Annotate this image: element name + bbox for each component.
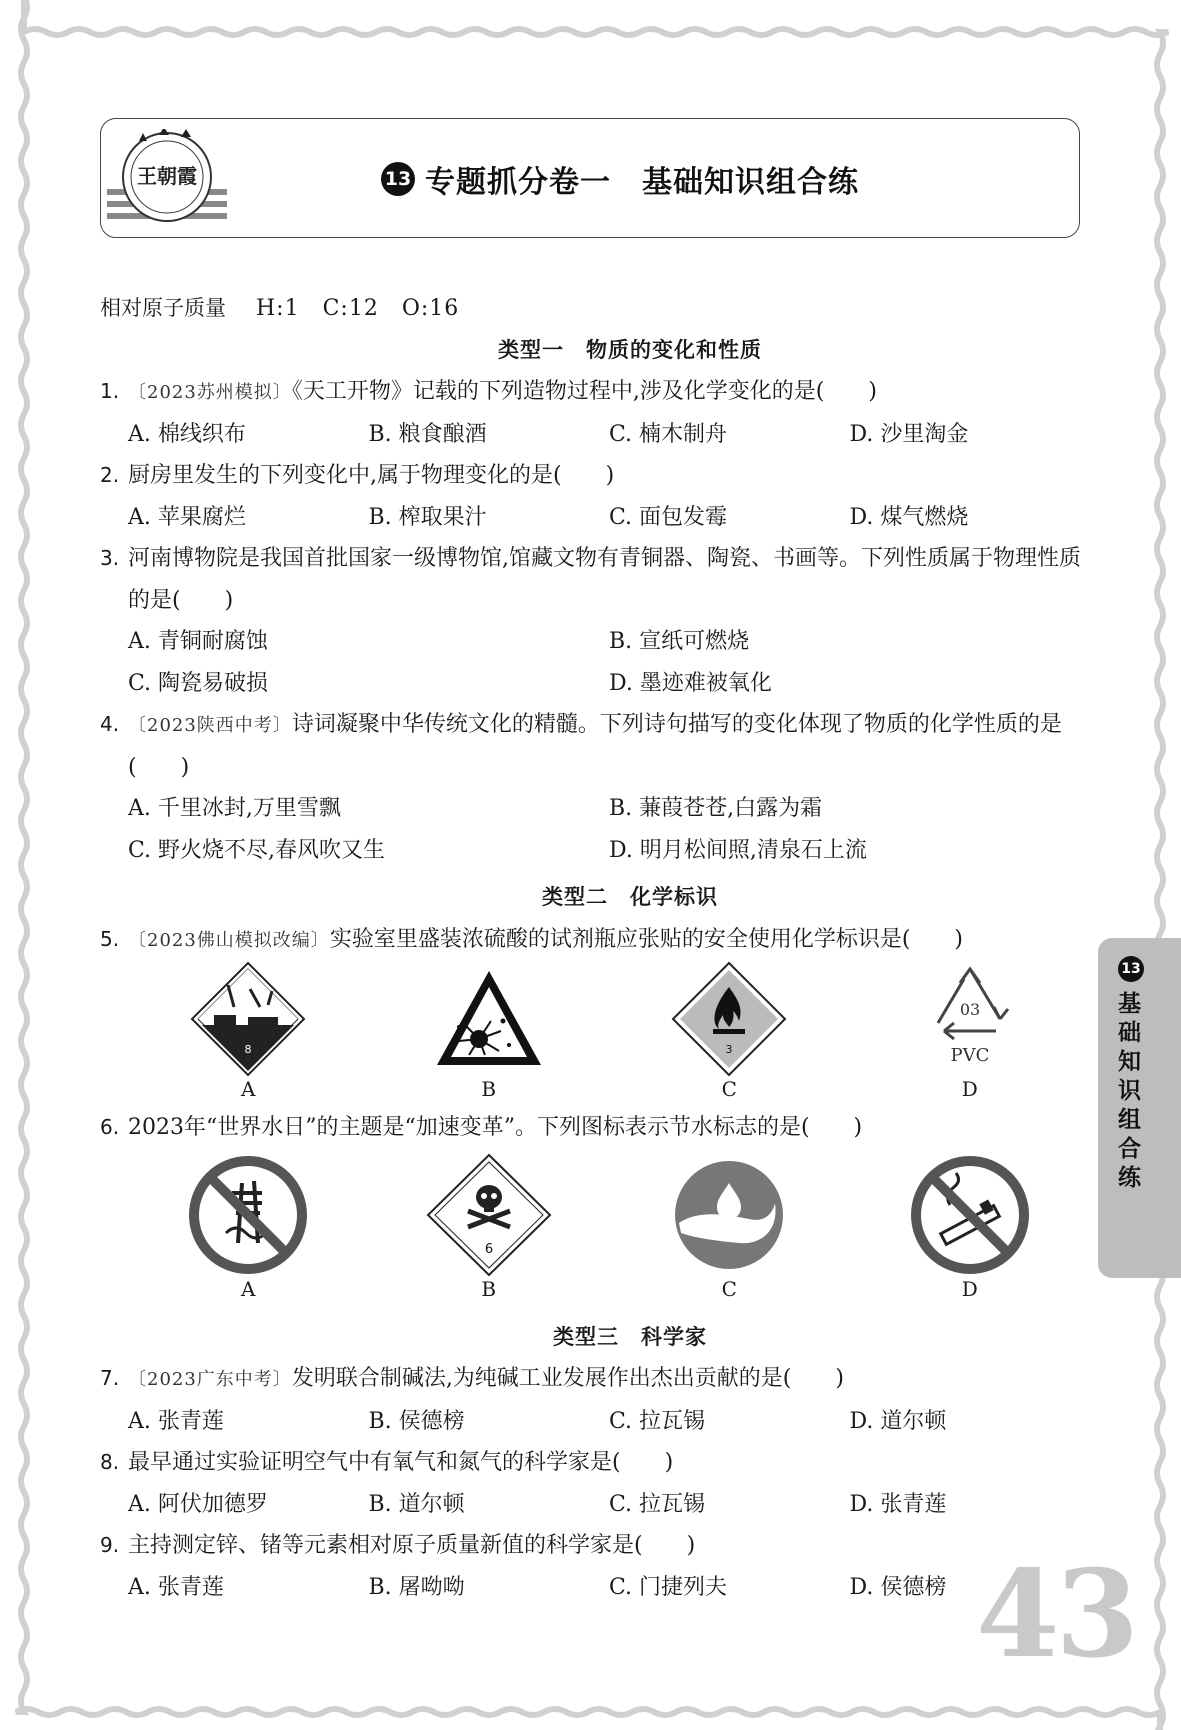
option-label: C bbox=[721, 1077, 737, 1101]
option-label: C bbox=[721, 1276, 737, 1301]
option-b[interactable]: B. 屠呦呦 bbox=[368, 1574, 465, 1600]
option-b[interactable] bbox=[369, 961, 610, 1107]
question-3-options-row-1 bbox=[100, 621, 1090, 663]
option-d[interactable] bbox=[850, 961, 1091, 1107]
question-number: 9. bbox=[100, 1533, 120, 1557]
question-4 bbox=[100, 704, 1090, 788]
option-b[interactable] bbox=[369, 1153, 610, 1313]
question-number: 2. bbox=[100, 463, 120, 487]
question-text: 诗词凝聚中华传统文化的精髓。下列诗句描写的变化体现了物质的化学性质的是( ) bbox=[128, 712, 1062, 780]
option-c[interactable] bbox=[609, 961, 850, 1107]
option-label: D bbox=[961, 1077, 978, 1101]
option-d[interactable]: D. 侯德榜 bbox=[849, 1574, 947, 1600]
option-d[interactable] bbox=[850, 1153, 1091, 1313]
flammable-sign-icon bbox=[669, 961, 789, 1077]
option-a[interactable]: A. 张青莲 bbox=[128, 1408, 224, 1434]
option-d[interactable]: D. 沙里淘金 bbox=[849, 421, 969, 447]
option-c[interactable]: C. 野火烧不尽,春风吹又生 bbox=[128, 837, 386, 863]
atomic-mass-line bbox=[100, 288, 1090, 330]
question-source: 〔2023陕西中考〕 bbox=[128, 715, 292, 736]
question-source: 〔2023苏州模拟〕 bbox=[128, 382, 292, 403]
no-smoking-sign-icon bbox=[910, 1153, 1030, 1277]
question-text: 实验室里盛装浓硫酸的试剂瓶应张贴的安全使用化学标识是( ) bbox=[329, 926, 963, 952]
option-a[interactable]: A. 阿伏加德罗 bbox=[128, 1491, 268, 1517]
option-a[interactable]: A. 张青莲 bbox=[128, 1574, 224, 1600]
question-text: 主持测定锌、锗等元素相对原子质量新值的科学家是( ) bbox=[128, 1533, 696, 1558]
title-text: 专题抓分卷一 基础知识组合练 bbox=[425, 165, 859, 200]
question-1 bbox=[100, 371, 1090, 414]
header-box bbox=[100, 118, 1080, 238]
option-c[interactable]: C. 拉瓦锡 bbox=[609, 1408, 706, 1434]
option-d[interactable]: D. 墨迹难被氧化 bbox=[609, 670, 772, 696]
question-number: 7. bbox=[100, 1366, 120, 1390]
question-source: 〔2023广东中考〕 bbox=[128, 1369, 292, 1390]
question-text: 《天工开物》记载的下列造物过程中,涉及化学变化的是( ) bbox=[291, 379, 877, 404]
question-source: 〔2023佛山模拟改编〕 bbox=[128, 929, 330, 951]
question-9 bbox=[100, 1525, 1090, 1567]
question-9-options bbox=[100, 1567, 1090, 1609]
side-chapter-tab bbox=[1098, 938, 1181, 1278]
explosive-sign-icon bbox=[429, 961, 549, 1077]
question-text: 河南博物院是我国首批国家一级博物馆,馆藏文物有青铜器、陶瓷、书画等。下列性质属于物理性质的是( ) bbox=[128, 546, 1081, 613]
svg-text:3: 3 bbox=[725, 1043, 733, 1056]
corrosive-sign-icon bbox=[188, 961, 308, 1077]
question-6-sign-options bbox=[100, 1153, 1090, 1313]
question-text: 最早通过实验证明空气中有氧气和氮气的科学家是( ) bbox=[128, 1450, 674, 1475]
option-c[interactable]: C. 面包发霉 bbox=[609, 504, 728, 530]
question-3-options-row-2 bbox=[100, 663, 1090, 705]
svg-text:03: 03 bbox=[959, 1000, 980, 1019]
question-2 bbox=[100, 455, 1090, 497]
option-b[interactable]: B. 蒹葭苍苍,白露为霜 bbox=[609, 796, 823, 821]
option-a[interactable]: A. 棉线织布 bbox=[128, 421, 246, 447]
svg-text:6: 6 bbox=[484, 1241, 493, 1257]
page-title bbox=[381, 157, 859, 201]
worksheet-content bbox=[100, 288, 1090, 1608]
option-a[interactable] bbox=[128, 961, 369, 1107]
question-4-options-row-2 bbox=[100, 830, 1090, 872]
option-a[interactable]: A. 苹果腐烂 bbox=[128, 504, 246, 530]
option-a[interactable] bbox=[128, 1153, 369, 1313]
question-number: 8. bbox=[100, 1450, 120, 1474]
recycle-pvc-icon bbox=[910, 961, 1030, 1077]
svg-text:王朝霞: 王朝霞 bbox=[137, 164, 197, 188]
water-saving-sign-icon bbox=[669, 1153, 789, 1277]
option-d[interactable]: D. 道尔顿 bbox=[849, 1408, 947, 1434]
svg-text:8: 8 bbox=[244, 1043, 252, 1056]
question-5 bbox=[100, 919, 1090, 962]
question-6 bbox=[100, 1107, 1090, 1149]
side-tab-text: 基础知识组合练 bbox=[1118, 991, 1141, 1191]
option-b[interactable]: B. 道尔顿 bbox=[368, 1491, 465, 1517]
question-7-options bbox=[100, 1401, 1090, 1443]
question-number: 1. bbox=[100, 379, 120, 403]
question-text: 发明联合制碱法,为纯碱工业发展作出杰出贡献的是( ) bbox=[291, 1366, 844, 1391]
option-d[interactable]: D. 煤气燃烧 bbox=[849, 504, 969, 530]
question-number: 4. bbox=[100, 712, 120, 736]
title-number-badge: 13 bbox=[381, 162, 415, 196]
section-title-1: 类型一 物质的变化和性质 bbox=[498, 337, 762, 362]
section-title-2: 类型二 化学标识 bbox=[542, 885, 718, 909]
question-text: 厨房里发生的下列变化中,属于物理变化的是( ) bbox=[128, 463, 615, 488]
question-8-options bbox=[100, 1484, 1090, 1526]
page-number: 43 bbox=[976, 1544, 1135, 1685]
question-number: 3. bbox=[100, 546, 120, 570]
question-number: 5. bbox=[100, 926, 120, 951]
publisher-logo bbox=[107, 129, 227, 229]
question-4-options-row-1 bbox=[100, 788, 1090, 830]
question-5-sign-options bbox=[100, 961, 1090, 1107]
question-1-options bbox=[100, 414, 1090, 456]
option-c[interactable]: C. 陶瓷易破损 bbox=[128, 670, 269, 696]
option-b[interactable]: B. 榨取果汁 bbox=[368, 504, 487, 530]
option-b[interactable]: B. 粮食酿酒 bbox=[368, 421, 487, 447]
option-a[interactable]: A. 千里冰封,万里雪飘 bbox=[128, 796, 341, 821]
option-label: D bbox=[961, 1276, 978, 1301]
option-c[interactable]: C. 拉瓦锡 bbox=[609, 1491, 706, 1517]
option-label: A bbox=[241, 1276, 256, 1301]
option-b[interactable]: B. 宣纸可燃烧 bbox=[609, 629, 750, 654]
no-fireworks-sign-icon bbox=[188, 1153, 308, 1277]
option-d[interactable]: D. 明月松间照,清泉石上流 bbox=[609, 837, 867, 863]
question-7 bbox=[100, 1358, 1090, 1401]
option-b[interactable]: B. 侯德榜 bbox=[368, 1408, 465, 1434]
toxic-sign-icon bbox=[424, 1153, 554, 1277]
question-text: 2023年“世界水日”的主题是“加速变革”。下列图标表示节水标志的是( ) bbox=[128, 1115, 863, 1140]
option-d[interactable]: D. 张青莲 bbox=[849, 1491, 947, 1517]
option-c[interactable]: C. 楠木制舟 bbox=[609, 421, 728, 447]
side-tab-number-badge: 13 bbox=[1118, 956, 1144, 982]
question-3 bbox=[100, 538, 1090, 621]
section-title-3: 类型三 科学家 bbox=[553, 1324, 707, 1349]
option-label: B bbox=[481, 1276, 497, 1301]
option-label: B bbox=[481, 1077, 497, 1101]
svg-text:PVC: PVC bbox=[950, 1045, 990, 1066]
option-c[interactable] bbox=[609, 1153, 850, 1313]
atomic-mass-label: 相对原子质量 bbox=[100, 296, 226, 320]
question-number: 6. bbox=[100, 1115, 120, 1139]
option-c[interactable]: C. 门捷列夫 bbox=[609, 1574, 728, 1600]
question-2-options bbox=[100, 497, 1090, 539]
option-label: A bbox=[241, 1077, 256, 1101]
atomic-mass-values: H:1 C:12 O:16 bbox=[256, 296, 460, 321]
question-8 bbox=[100, 1442, 1090, 1484]
option-a[interactable]: A. 青铜耐腐蚀 bbox=[128, 629, 268, 654]
